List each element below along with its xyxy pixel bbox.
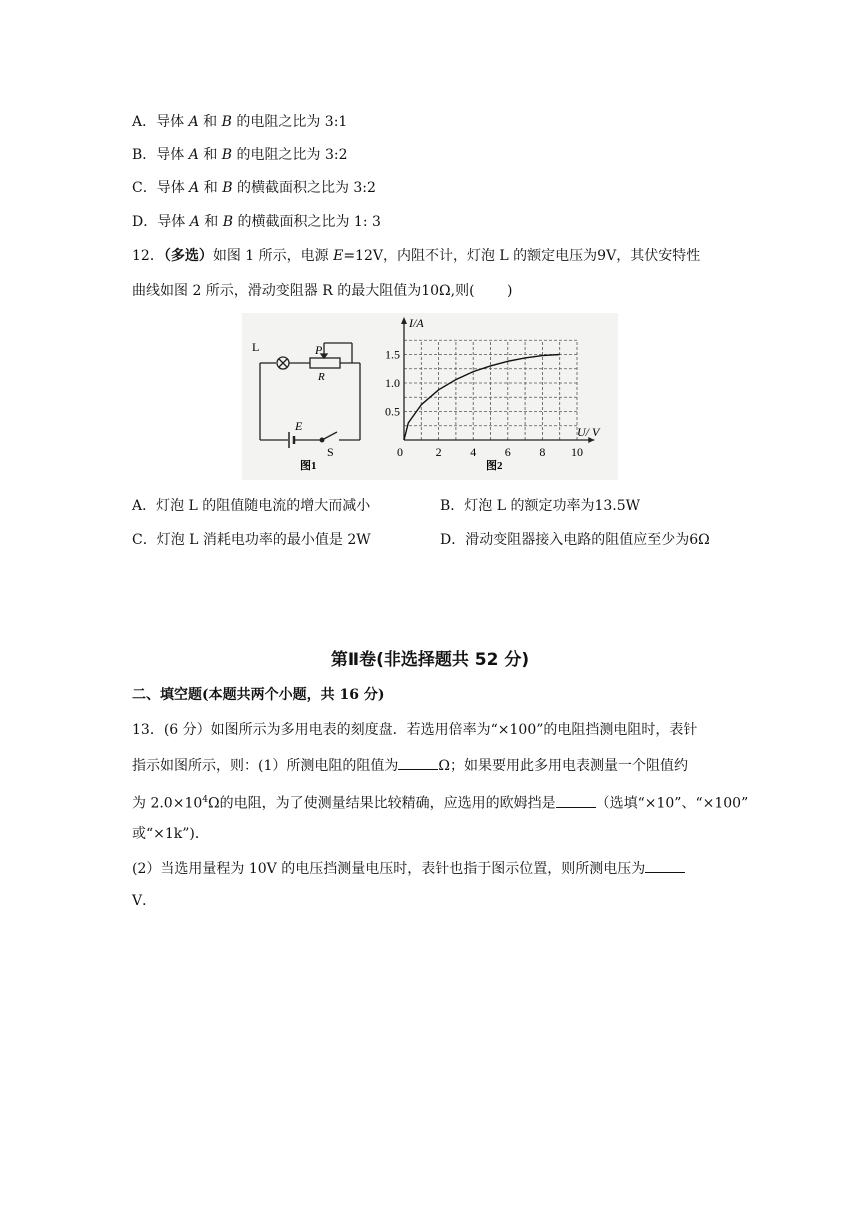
section-subtitle: 二、填空题(本题共两个小题，共 16 分) [132,687,385,703]
x-tick-label: 4 [470,445,477,459]
label-R: R [318,371,325,383]
y-tick-label: 1.5 [385,347,400,362]
y-tick-label: 1.0 [385,376,400,390]
q12-option-b: B．灯泡 L 的额定功率为13.5W [440,498,641,514]
rheostat-resistor [310,358,340,368]
q13-line5: (2）当选用量程为 10V 的电压挡测量电压时，表针也指于图示位置，则所测电压为 [132,858,685,879]
q12-option-a: A．灯泡 L 的阻值随电流的增大而减小 [132,498,371,514]
section-title: 第Ⅱ卷(非选择题共 52 分) [330,650,530,670]
y-axis-arrow [401,317,407,324]
x-tick-label: 2 [435,445,442,459]
x-tick-label: 6 [504,445,511,459]
q12-stem-line1: 12．（多选）如图 1 所示，电源 E=12V，内阻不计，灯泡 L 的额定电压为9V，其伏安特性 [132,248,701,264]
answer-blank-2[interactable] [556,793,596,808]
y-tick-label: 0.5 [385,404,400,419]
q12-figure [242,313,618,480]
x-tick-label: 10 [571,445,583,459]
answer-blank-3[interactable] [645,858,685,873]
q12-option-d: D．滑动变阻器接入电路的阻值应至少为6Ω [440,532,710,548]
q11-option-d: D．导体 A 和 B 的横截面积之比为 1: 3 [132,214,381,230]
label-L: L [252,340,260,354]
q11-option-b: B．导体 A 和 B 的电阻之比为 3:2 [132,147,348,163]
label-P: P [315,343,323,357]
circuit-diagram [260,343,360,448]
figure-svg [242,313,618,480]
chart-origin: 0 [397,445,403,459]
q13-line2: 指示如图所示，则：(1）所测电阻的阻值为 Ω；如果要用此多用电表测量一个阻值约 [132,755,688,776]
fig1-caption: 图1 [300,460,317,472]
q12-option-c: C．灯泡 L 消耗电功率的最小值是 2W [132,532,371,548]
q13-line6: V． [132,893,157,909]
label-S: S [327,445,334,459]
iv-chart [385,317,594,459]
q11-option-a: A．导体 A 和 B 的电阻之比为 3:1 [132,114,348,130]
q13-line4: 或“×1k”)． [132,826,209,842]
q12-stem-line2: 曲线如图 2 所示，滑动变阻器 R 的最大阻值为10Ω,则( ) [132,283,513,299]
q13-line3: 为 $2.0\times 10^4\Omega$的电阻，为了使测量结果比较精确，应选用的欧姆挡是 （选填“×10”、“×100” [132,790,748,814]
label-E: E [295,419,303,433]
chart-ylabel: I/A [409,316,424,330]
q11-option-c: C．导体 A 和 B 的横截面积之比为 3:2 [132,180,376,196]
answer-blank-1[interactable] [398,755,438,770]
q13-line1: 13．(6 分）如图所示为多用电表的刻度盘．若选用倍率为“×100”的电阻挡测电阻时，表针 [132,722,698,738]
x-tick-label: 8 [539,445,546,459]
chart-xlabel: U/ V [577,425,600,439]
switch-blade [322,432,337,440]
fig2-caption: 图2 [486,460,503,472]
